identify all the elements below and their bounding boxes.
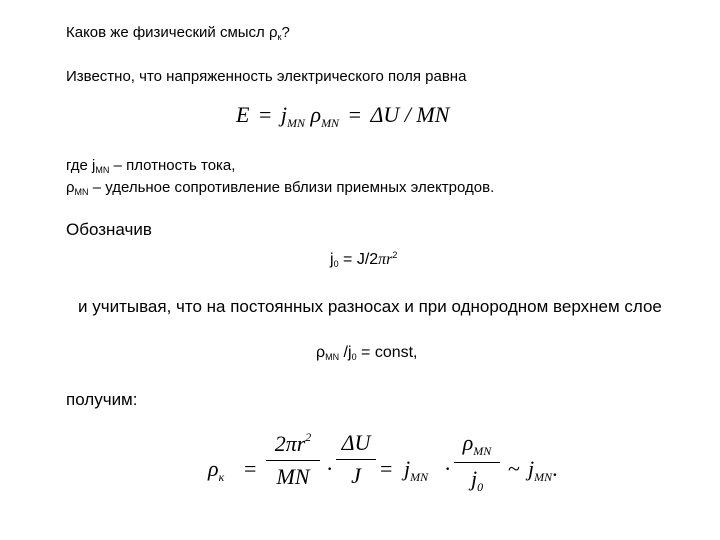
question-text: Каков же физический смысл ρ (66, 24, 278, 41)
formula4-dot1: · (326, 456, 334, 481)
formula4-j-sub: MN (410, 470, 429, 484)
formula4-frac3-bar (454, 462, 500, 463)
formula4-frac2-bar (336, 459, 376, 460)
question-subscript: к (277, 32, 282, 42)
definition-current-density (66, 157, 235, 175)
formula4-tilde: ~ (508, 456, 520, 481)
formula4-rho: ρ (208, 456, 219, 481)
definition1-sub: MN (95, 165, 110, 175)
formula1-eq1: = (258, 102, 272, 127)
formula4-frac1-num-text: 2πr (274, 431, 306, 456)
definition2-text: – удельное сопротивление вблизи приемных электродов. (88, 179, 495, 196)
formula4-frac1-bar (266, 460, 320, 461)
question-mark: ? (281, 24, 290, 41)
formula4-fraction2 (336, 430, 376, 489)
formula2-pi-r: πr (378, 251, 393, 268)
formula2-j: j (330, 251, 334, 268)
considering-text: и учитывая, что на постоянных разносах и при однородном верхнем слое (78, 297, 662, 316)
formula4-j-end-sub: MN (534, 470, 553, 484)
formula2-sup: 2 (392, 250, 398, 260)
formula1-rho: ρ (310, 102, 322, 127)
j0-formula (330, 250, 397, 269)
formula1-rhs: ΔU / MN (370, 102, 450, 127)
definition1-prefix: где j (66, 157, 96, 174)
formula4-frac3-den-sub: 0 (477, 480, 484, 494)
field-strength-formula (236, 102, 449, 131)
formula4-j-end (528, 456, 558, 485)
definition2-prefix: ρ (66, 179, 75, 196)
formula3-rho: ρ (316, 344, 326, 361)
formula1-j-sub: MN (287, 116, 305, 130)
formula1-j: j (280, 102, 287, 127)
formula2-text: = J/2 (338, 251, 379, 268)
formula4-frac3-den (454, 466, 500, 495)
formula1-eq2: = (348, 102, 361, 127)
definition2-sub: MN (74, 187, 89, 197)
formula4-fraction3 (454, 430, 500, 495)
formula4-frac3-den-j: j (470, 466, 478, 491)
obtain-text: получим: (66, 390, 138, 409)
formula4-lhs (208, 456, 224, 485)
formula4-eq2: = (380, 456, 393, 481)
formula4-frac1-num (266, 430, 320, 457)
formula2-j-sub: 0 (333, 259, 339, 269)
formula4-period: . (552, 456, 558, 481)
formula4-frac3-num-rho: ρ (462, 430, 474, 455)
question-line (66, 24, 290, 42)
intro-text: Известно, что напряженность электрического поля равна (66, 68, 467, 85)
formula3-slash-j: /j (339, 344, 352, 361)
formula4-frac3-num (454, 430, 500, 459)
definition1-text: – плотность тока, (109, 157, 236, 174)
denoting-text: Обозначив (66, 220, 152, 239)
formula4-frac2-den: J (351, 463, 361, 488)
formula4-frac3-num-sub: MN (473, 444, 492, 458)
formula1-lhs: E (236, 102, 250, 127)
formula3-j-sub: 0 (351, 352, 357, 362)
formula4-rho-sub: к (218, 470, 225, 484)
definition-resistivity (66, 179, 494, 197)
formula3-text: = const, (356, 344, 418, 361)
formula4-dot2: · (444, 456, 452, 481)
formula1-rho-sub: MN (321, 116, 340, 130)
const-formula (316, 344, 418, 362)
formula4-eq1: = (244, 456, 257, 481)
formula4-frac1-sup: 2 (305, 430, 312, 444)
formula4-j-end-letter: j (528, 456, 535, 481)
formula4-frac2-num: ΔU (341, 430, 371, 455)
formula4-j (404, 456, 428, 485)
formula4-j-letter: j (404, 456, 411, 481)
formula4-frac1-den: MN (276, 464, 310, 489)
formula4-fraction1 (266, 430, 320, 490)
formula3-rho-sub: MN (325, 352, 340, 362)
